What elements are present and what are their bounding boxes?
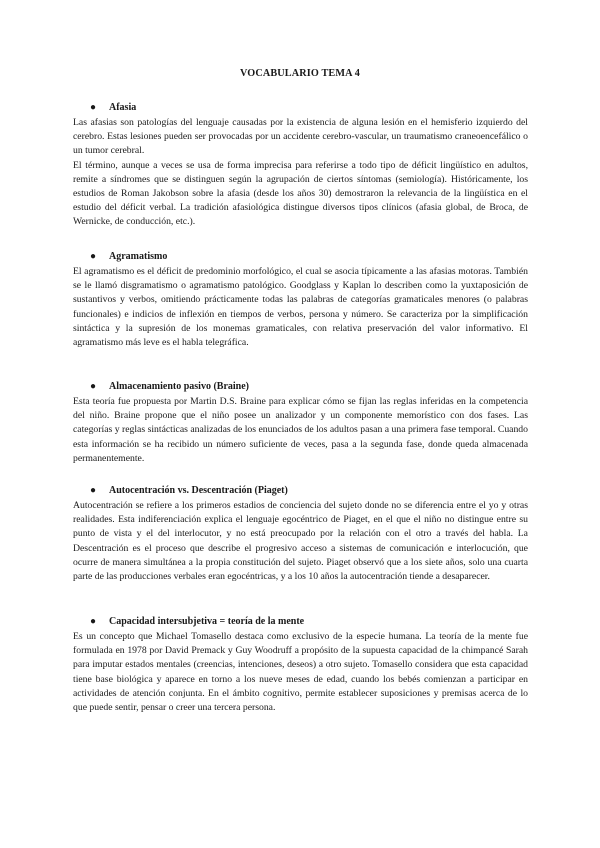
section-paragraph: Esta teoría fue propuesta por Martin D.S. Braine para explicar cómo se fijan las reglas inferidas en la competencia del niño. Braine propone que el niño posee un analizador y un componente memorístico con dos fases. Las categorías y reglas sintácticas analizadas de los enunciados de los adultos pasan a una primera fase temporal. Cuando esta información se ha recibido un número suficiente de veces, pasa a la segunda fase, donde queda almacenada permanentemente. bbox=[73, 396, 528, 464]
section-afasia bbox=[73, 101, 528, 230]
section-heading-text: Autocentración vs. Descentración (Piaget) bbox=[109, 485, 288, 496]
section-paragraph: Las afasias son patologías del lenguaje causadas por la existencia de alguna lesión en el hemisferio izquierdo del cerebro. Estas lesiones pueden ser provocadas por un accidente cerebro-vascular, un traumatismo craneoencefálico o un tumor cerebral. bbox=[73, 117, 528, 157]
section-agramatismo bbox=[73, 250, 528, 350]
section-heading-text: Afasia bbox=[109, 102, 137, 113]
section-heading bbox=[73, 101, 528, 116]
bullet-icon: ● bbox=[90, 102, 97, 113]
section-paragraph: Es un concepto que Michael Tomasello destaca como exclusivo de la especie humana. La teoría de la mente fue formulada en 1978 por David Premack y Guy Woodruff a propósito de la supuesta capacidad de la chimpancé Sarah para imputar estados mentales (creencias, intenciones, deseos) a otro sujeto. Tomasello considera que esta capacidad tiene base biológica y aparece en torno a los nueve meses de edad, cuando los bebés comienzan a participar en actividades de atención conjunta. En el ámbito cognitivo, permite establecer suposiciones y premisas acerca de lo que puede sentir, pensar o creer una tercera persona. bbox=[73, 631, 528, 714]
section-heading-text: Capacidad intersubjetiva = teoría de la mente bbox=[109, 616, 305, 627]
section-autocentracion bbox=[73, 484, 528, 584]
section-heading-text: Almacenamiento pasivo (Braine) bbox=[109, 381, 249, 392]
section-almacenamiento-pasivo bbox=[73, 380, 528, 466]
section-paragraph: El agramatismo es el déficit de predominio morfológico, el cual se asocia típicamente a las afasias motoras. También se le llamó disgramatismo o agramatismo patológico. Goodglass y Kaplan lo describen como la yuxtaposición de sustantivos y verbos, omitiendo prácticamente todas las palabras de categorías gramaticales menores (o palabras funcionales) e indicios de inflexión en tiempos de verbos, persona y número. Se caracteriza por la simplificación sintáctica y la supresión de los monemas gramaticales, con relativa preservación del valor informativo. El agramatismo más leve es el habla telegráfica. bbox=[73, 266, 528, 349]
bullet-icon: ● bbox=[90, 381, 97, 392]
section-heading-text: Agramatismo bbox=[109, 251, 168, 262]
section-heading bbox=[73, 615, 528, 630]
section-heading bbox=[73, 484, 528, 499]
section-paragraph: Autocentración se refiere a los primeros estadios de conciencia del sujeto donde no se diferencia entre el yo y otras realidades. Esta indiferenciación explica el lenguaje egocéntrico de Piaget, en el que el niño no distingue entre su punto de vista y el del interlocutor, y no está preocupado por la relación con el otro a través del habla. La Descentración es el proceso que describe el progresivo acceso a sistemas de comunicación e interlocución, que ocurre de manera simultánea a la propia constitución del sujeto. Piaget observó que a los siete años, solo una cuarta parte de las producciones verbales eran egocéntricas, y a los 10 años la autocentración tiende a desaparecer. bbox=[73, 500, 528, 583]
section-heading bbox=[73, 380, 528, 395]
section-heading bbox=[73, 250, 528, 265]
bullet-icon: ● bbox=[90, 485, 97, 496]
bullet-icon: ● bbox=[90, 251, 97, 262]
document-title: VOCABULARIO TEMA 4 bbox=[239, 68, 361, 79]
bullet-icon: ● bbox=[90, 616, 97, 627]
section-paragraph: El término, aunque a veces se usa de forma imprecisa para referirse a todo tipo de déficit lingüístico en adultos, remite a síndromes que se distinguen según la agrupación de ciertos síntomas (semiología). Históricamente, los estudios de Roman Jakobson sobre la afasia (desde los años 30) demostraron la relevancia de la lingüística en el estudio del déficit verbal. La tradición afasiológica distingue diversos tipos clínicos (afasia global, de Broca, de Wernicke, de conducción, etc.). bbox=[73, 159, 528, 228]
section-capacidad-intersubjetiva bbox=[73, 615, 528, 715]
